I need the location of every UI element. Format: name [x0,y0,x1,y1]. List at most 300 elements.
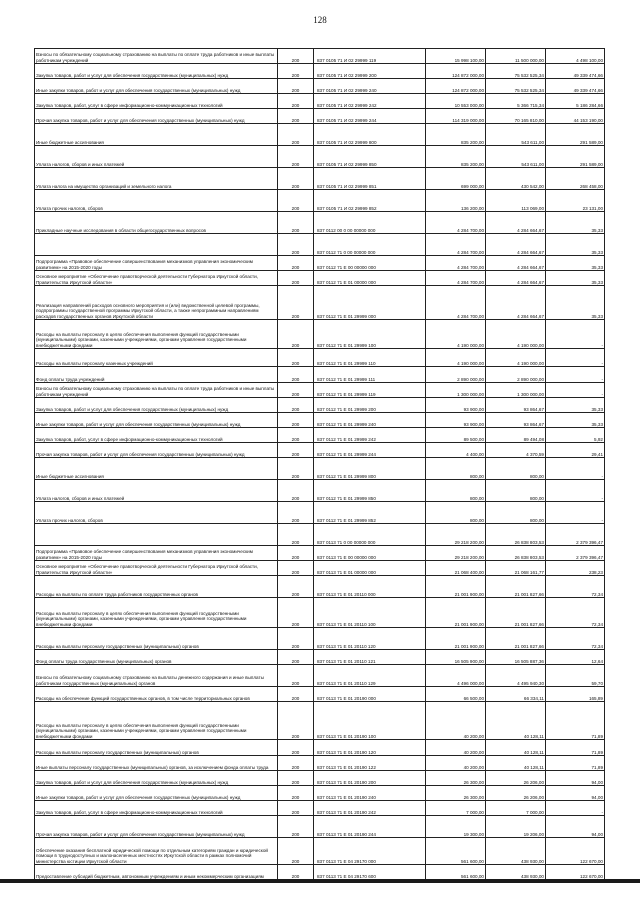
table-row [35,865,605,880]
row-plan-cell: 800,00 [426,480,486,502]
table-row [35,168,605,190]
row-plan-cell: 1 300 000,00 [426,383,486,398]
table-row [35,665,605,687]
table-row [35,256,605,271]
table-row [35,79,605,94]
row-kbk-cell: 837 0113 71 Е 01 20190 240 [314,786,426,801]
row-rest-cell: 72,34 [546,576,605,598]
table-row [35,94,605,109]
row-exec-cell: 4 284 664,67 [486,286,546,320]
row-code-cell: 200 [278,286,314,320]
row-name-cell: Расходы на выплаты персоналу в целях обеспечения выполнения функций государственными (муниципальными) органами, казенными учреждениями, органами управления государственными внебюджетными фондами [35,598,278,628]
row-name-cell: Иные выплаты персоналу государственных (муниципальных) органов, за исключением фонда оплаты труда [35,756,278,771]
row-kbk-cell: 837 0105 71 И 02 29999 851 [314,168,426,190]
row-exec-cell: 40 128,11 [486,756,546,771]
row-rest-cell: - [546,320,605,349]
row-kbk-cell: 837 0112 71 Е 01 29999 850 [314,480,426,502]
row-name-cell: Расходы на выплаты персоналу в целях обеспечения выполнения функций государственными (муниципальными) органами, казенными учреждениями, органами управления государственными внебюджетными фондами [35,320,278,349]
row-exec-cell: 16 505 887,36 [486,650,546,665]
row-code-cell: 200 [278,838,314,865]
row-plan-cell: 4 284 700,00 [426,271,486,286]
table-row [35,212,605,234]
row-exec-cell: 70 165 810,00 [486,109,546,124]
row-name-cell: Расходы на выплаты персоналу государственных (муниципальных) органов [35,740,278,756]
row-exec-cell: 543 611,00 [486,146,546,168]
row-kbk-cell: 837 0112 71 Е 01 29999 100 [314,320,426,349]
row-plan-cell: 16 505 900,00 [426,650,486,665]
table-body [35,49,605,880]
table-row [35,286,605,320]
row-code-cell: 200 [278,702,314,740]
row-rest-cell: - [546,349,605,367]
row-kbk-cell: 837 0113 71 Е 01 20190 122 [314,756,426,771]
table-row [35,480,605,502]
row-exec-cell: 93 864,67 [486,398,546,413]
row-exec-cell: 800,00 [486,458,546,480]
row-kbk-cell: 837 0105 71 И 02 29999 852 [314,190,426,212]
row-plan-cell: 561 600,00 [426,865,486,880]
table-row [35,756,605,771]
row-name-cell: Фонд оплаты труда государственных (муниципальных) органов [35,650,278,665]
row-kbk-cell: 837 0112 71 Е 01 29999 242 [314,428,426,443]
row-exec-cell: 543 611,00 [486,124,546,146]
row-kbk-cell: 837 0112 71 Е 01 29999 119 [314,383,426,398]
row-code-cell: 200 [278,234,314,256]
row-exec-cell: 26 206,00 [486,771,546,786]
row-name-cell: Расходы на обеспечение функций государственных органов, в том числе территориальных органов [35,687,278,702]
row-exec-cell: 4 284 664,67 [486,256,546,271]
row-code-cell: 200 [278,443,314,458]
row-code-cell: 200 [278,320,314,349]
row-plan-cell: 114 319 000,00 [426,109,486,124]
row-code-cell: 200 [278,124,314,146]
row-name-cell: Закупка товаров, работ, услуг в сфере информационно-коммуникационных технологий [35,94,278,109]
row-code-cell: 200 [278,256,314,271]
row-name-cell: Обеспечение оказания бесплатной юридической помощи по отдельным категориям граждан и юридической помощи в труднодоступных и малонаселенных местностях Иркутской области в рамках полномочий министерства юстиции Иркутской области [35,838,278,865]
row-name-cell: Расходы на выплаты персоналу государственных (муниципальных) органов [35,628,278,650]
table-row [35,398,605,413]
row-name-cell: Взносы по обязательному социальному страхованию на выплаты по оплате труда работников и иные выплаты работникам учреждений [35,383,278,398]
table-row [35,628,605,650]
row-rest-cell: 44 153 190,00 [546,109,605,124]
row-kbk-cell: 837 0112 71 Е 01 29999 244 [314,443,426,458]
row-kbk-cell: 837 0105 71 И 02 29999 200 [314,64,426,79]
table-row [35,524,605,546]
table-row [35,458,605,480]
row-exec-cell: 11 500 000,00 [486,49,546,64]
row-kbk-cell: 837 0112 71 Е 01 29999 000 [314,286,426,320]
row-exec-cell: 75 532 525,34 [486,64,546,79]
row-code-cell: 200 [278,546,314,561]
table-row [35,771,605,786]
table-row [35,443,605,458]
row-kbk-cell: 837 0112 71 Е 01 29999 200 [314,398,426,413]
row-kbk-cell: 837 0112 71 Е 01 29999 800 [314,458,426,480]
table-row [35,190,605,212]
row-name-cell: Взносы по обязательному социальному страхованию на выплаты денежного содержания и иные выплаты работникам государственных (муниципальных) органов [35,665,278,687]
row-code-cell: 200 [278,79,314,94]
table-row [35,367,605,383]
row-exec-cell: 26 838 803,53 [486,524,546,546]
row-plan-cell: 124 872 000,00 [426,64,486,79]
row-plan-cell: 26 300,00 [426,786,486,801]
row-rest-cell: 12,64 [546,650,605,665]
row-code-cell: 200 [278,598,314,628]
row-rest-cell: 4 498 100,00 [546,49,605,64]
row-rest-cell: 2 379 396,47 [546,524,605,546]
row-code-cell: 200 [278,816,314,838]
row-code-cell: 200 [278,428,314,443]
row-exec-cell: 4 284 664,67 [486,271,546,286]
row-plan-cell: 4 400,00 [426,443,486,458]
row-rest-cell: 23 131,00 [546,190,605,212]
row-kbk-cell: 837 0112 71 Е 01 29999 111 [314,367,426,383]
table-row [35,320,605,349]
row-name-cell: Закупка товаров, работ и услуг для обеспечения государственных (муниципальных) нужд [35,771,278,786]
row-rest-cell: - [546,367,605,383]
row-kbk-cell: 837 0113 71 Е 01 20190 242 [314,801,426,816]
table-row [35,383,605,398]
row-name-cell: Иные закупки товаров, работ и услуг для обеспечения государственных (муниципальных) нужд [35,79,278,94]
row-rest-cell: 29,41 [546,443,605,458]
row-name-cell: Иные бюджетные ассигнования [35,124,278,146]
row-rest-cell: 122 670,00 [546,865,605,880]
row-exec-cell: 113 069,00 [486,190,546,212]
row-rest-cell: 2 379 396,47 [546,546,605,561]
row-exec-cell: 4 495 940,30 [486,665,546,687]
row-kbk-cell: 837 0113 71 Е 01 20110 129 [314,665,426,687]
row-code-cell: 200 [278,271,314,286]
row-rest-cell: 49 339 474,66 [546,79,605,94]
row-name-cell: Основное мероприятие «Обеспечение правотворческой деятельности Губернатора Иркутской области, Правительства Иркутской области» [35,561,278,576]
row-exec-cell: 21 001 827,66 [486,576,546,598]
row-plan-cell: 4 284 700,00 [426,286,486,320]
row-kbk-cell: 837 0113 71 Е 01 20190 200 [314,771,426,786]
row-plan-cell: 89 500,00 [426,428,486,443]
row-rest-cell: - [546,801,605,816]
row-code-cell: 200 [278,212,314,234]
row-kbk-cell: 837 0112 71 Е 01 00000 000 [314,271,426,286]
row-kbk-cell: 837 0105 71 И 02 29999 800 [314,124,426,146]
table-row [35,801,605,816]
row-kbk-cell: 837 0113 71 Е 01 20110 100 [314,598,426,628]
table-row [35,271,605,286]
row-plan-cell: 124 872 000,00 [426,79,486,94]
row-kbk-cell: 837 0112 71 Е 01 29999 852 [314,502,426,524]
row-exec-cell: 66 334,11 [486,687,546,702]
row-plan-cell: 21 068 400,00 [426,561,486,576]
table-row [35,64,605,79]
row-plan-cell: 4 284 700,00 [426,256,486,271]
row-rest-cell: 5,92 [546,428,605,443]
row-name-cell: Расходы на выплаты персоналу казенных учреждений [35,349,278,367]
row-code-cell: 200 [278,665,314,687]
row-kbk-cell: 837 0113 71 Е 00 00000 000 [314,546,426,561]
row-plan-cell: 4 190 000,00 [426,349,486,367]
row-plan-cell: 800,00 [426,502,486,524]
row-code-cell: 200 [278,561,314,576]
row-name-cell: Закупка товаров, работ, услуг в сфере информационно-коммуникационных технологий [35,428,278,443]
row-exec-cell: 89 494,08 [486,428,546,443]
table-row [35,349,605,367]
row-exec-cell: 4 190 000,00 [486,320,546,349]
row-name-cell: Уплата налогов, сборов и иных платежей [35,480,278,502]
row-rest-cell: 49 339 474,66 [546,64,605,79]
row-plan-cell: 561 600,00 [426,838,486,865]
row-exec-cell: 4 190 000,00 [486,349,546,367]
row-plan-cell: 4 284 700,00 [426,234,486,256]
row-plan-cell: 800,00 [426,458,486,480]
row-kbk-cell: 837 0105 71 И 02 29999 240 [314,79,426,94]
row-kbk-cell: 837 0113 71 Е 01 20190 000 [314,687,426,702]
row-code-cell: 200 [278,168,314,190]
row-kbk-cell: 837 0113 71 Е 01 20110 121 [314,650,426,665]
row-exec-cell: 26 206,00 [486,786,546,801]
row-plan-cell: 21 001 900,00 [426,576,486,598]
row-code-cell: 200 [278,502,314,524]
table-row [35,146,605,168]
row-name-cell: Уплата налогов, сборов и иных платежей [35,146,278,168]
row-rest-cell: 35,33 [546,271,605,286]
row-plan-cell: 4 496 000,00 [426,665,486,687]
row-code-cell: 200 [278,480,314,502]
row-code-cell: 200 [278,576,314,598]
row-rest-cell: 71,89 [546,756,605,771]
row-code-cell: 200 [278,413,314,428]
row-rest-cell: 5 186 284,66 [546,94,605,109]
row-rest-cell: 268 458,00 [546,168,605,190]
row-code-cell: 200 [278,628,314,650]
row-exec-cell: 7 000,00 [486,801,546,816]
table-row [35,124,605,146]
row-name-cell: Расходы на выплаты по оплате труда работников государственных органов [35,576,278,598]
row-code-cell: 200 [278,801,314,816]
row-rest-cell: 35,33 [546,413,605,428]
row-kbk-cell: 837 0105 71 И 02 29999 242 [314,94,426,109]
row-exec-cell: 4 284 664,67 [486,234,546,256]
row-rest-cell: - [546,458,605,480]
row-name-cell: Закупка товаров, работ и услуг для обеспечения государственных (муниципальных) нужд [35,398,278,413]
row-plan-cell: 835 200,00 [426,146,486,168]
row-exec-cell: 4 284 664,67 [486,212,546,234]
row-kbk-cell: 837 0112 71 Е 00 00000 000 [314,256,426,271]
row-code-cell: 200 [278,865,314,880]
row-kbk-cell: 837 0113 71 Е 01 20190 244 [314,816,426,838]
row-rest-cell: 72,34 [546,598,605,628]
row-plan-cell: 29 218 200,00 [426,524,486,546]
row-plan-cell: 835 200,00 [426,124,486,146]
row-code-cell: 200 [278,146,314,168]
row-kbk-cell: 837 0105 71 И 02 29999 119 [314,49,426,64]
row-kbk-cell: 837 0113 71 Е 01 20110 000 [314,576,426,598]
table-row [35,702,605,740]
row-name-cell: Взносы по обязательному социальному страхованию на выплаты по оплате труда работников и иные выплаты работникам учреждений [35,49,278,64]
row-kbk-cell: 837 0113 71 Е 01 20190 100 [314,702,426,740]
row-code-cell: 200 [278,64,314,79]
row-plan-cell: 40 200,00 [426,756,486,771]
table-row [35,413,605,428]
row-plan-cell: 40 200,00 [426,702,486,740]
row-kbk-cell: 837 0113 71 Е 01 20110 120 [314,628,426,650]
row-kbk-cell: 837 0112 00 0 00 00000 000 [314,212,426,234]
row-rest-cell: 71,89 [546,702,605,740]
row-code-cell: 200 [278,190,314,212]
table-row [35,740,605,756]
row-plan-cell: 21 001 900,00 [426,598,486,628]
row-plan-cell: 93 900,00 [426,398,486,413]
row-rest-cell: - [546,480,605,502]
table-row [35,598,605,628]
row-kbk-cell: 837 0113 71 Е 04 29170 000 [314,838,426,865]
row-code-cell: 200 [278,687,314,702]
row-rest-cell: 35,33 [546,256,605,271]
row-code-cell: 200 [278,383,314,398]
row-plan-cell: 7 000,00 [426,801,486,816]
row-rest-cell: 35,33 [546,234,605,256]
row-code-cell: 200 [278,349,314,367]
row-code-cell: 200 [278,650,314,665]
row-plan-cell: 699 000,00 [426,168,486,190]
row-name-cell [35,524,278,546]
row-rest-cell: 291 589,00 [546,124,605,146]
table-row [35,576,605,598]
row-code-cell: 200 [278,740,314,756]
row-rest-cell: - [546,502,605,524]
row-rest-cell: 122 670,00 [546,838,605,865]
row-exec-cell: 26 838 803,53 [486,546,546,561]
row-exec-cell: 75 532 525,34 [486,79,546,94]
table-row [35,561,605,576]
row-kbk-cell: 837 0105 71 И 02 29999 850 [314,146,426,168]
row-code-cell: 200 [278,398,314,413]
table-row [35,816,605,838]
row-exec-cell: 438 930,00 [486,865,546,880]
row-name-cell: Прикладные научные исследования в области общегосударственных вопросов [35,212,278,234]
table-row [35,502,605,524]
row-rest-cell: 35,33 [546,286,605,320]
table-row [35,49,605,64]
row-exec-cell: 800,00 [486,502,546,524]
row-plan-cell: 93 900,00 [426,413,486,428]
row-name-cell: Иные закупки товаров, работ и услуг для обеспечения государственных (муниципальных) нужд [35,786,278,801]
row-kbk-cell: 837 0113 71 Е 04 29170 600 [314,865,426,880]
row-rest-cell: 94,00 [546,786,605,801]
row-exec-cell: 21 001 827,66 [486,598,546,628]
row-code-cell: 200 [278,109,314,124]
row-exec-cell: 430 542,00 [486,168,546,190]
row-plan-cell: 40 200,00 [426,740,486,756]
row-name-cell: Прочая закупка товаров, работ и услуг для обеспечения государственных (муниципальных) нужд [35,816,278,838]
row-rest-cell: 35,33 [546,398,605,413]
row-rest-cell: - [546,383,605,398]
row-kbk-cell: 837 0112 71 Е 01 29999 240 [314,413,426,428]
page-bottom-border [0,879,640,883]
row-code-cell: 200 [278,49,314,64]
row-kbk-cell: 837 0105 71 И 02 29999 244 [314,109,426,124]
row-kbk-cell: 837 0113 71 0 00 00000 000 [314,524,426,546]
table-row [35,687,605,702]
row-name-cell: Иные закупки товаров, работ и услуг для обеспечения государственных (муниципальных) нужд [35,413,278,428]
row-name-cell: Уплата налога на имущество организаций и земельного налога [35,168,278,190]
row-plan-cell: 19 300,00 [426,816,486,838]
row-plan-cell: 15 998 100,00 [426,49,486,64]
row-exec-cell: 438 930,00 [486,838,546,865]
row-name-cell: Закупка товаров, работ и услуг для обеспечения государственных (муниципальных) нужд [35,64,278,79]
row-rest-cell: 59,70 [546,665,605,687]
budget-execution-table [34,48,605,880]
row-name-cell: Закупка товаров, работ, услуг в сфере информационно-коммуникационных технологий [35,801,278,816]
row-exec-cell: 40 128,11 [486,740,546,756]
row-plan-cell: 66 500,00 [426,687,486,702]
row-kbk-cell: 837 0113 71 Е 01 20190 120 [314,740,426,756]
row-plan-cell: 21 001 900,00 [426,628,486,650]
row-rest-cell: 94,00 [546,771,605,786]
row-kbk-cell: 837 0112 71 0 00 00000 000 [314,234,426,256]
row-name-cell: Подпрограмма «Правовое обеспечение совершенствования механизмов управления экономическим развитием» на 2015-2020 годы [35,546,278,561]
row-exec-cell: 2 890 000,00 [486,367,546,383]
row-name-cell: Уплата прочих налогов, сборов [35,190,278,212]
row-code-cell: 200 [278,94,314,109]
row-kbk-cell: 837 0113 71 Е 01 00000 000 [314,561,426,576]
row-rest-cell: 165,89 [546,687,605,702]
row-exec-cell: 4 370,59 [486,443,546,458]
row-exec-cell: 19 206,00 [486,816,546,838]
table-row [35,546,605,561]
row-plan-cell: 26 300,00 [426,771,486,786]
row-rest-cell: 291 589,00 [546,146,605,168]
row-code-cell: 200 [278,756,314,771]
row-plan-cell: 136 200,00 [426,190,486,212]
row-code-cell: 200 [278,771,314,786]
row-exec-cell: 800,00 [486,480,546,502]
row-code-cell: 200 [278,786,314,801]
row-name-cell: Предоставление субсидий бюджетным, автономным учреждениям и иным некоммерческим организациям [35,865,278,880]
row-exec-cell: 5 366 715,34 [486,94,546,109]
table-row [35,838,605,865]
row-name-cell: Иные бюджетные ассигнования [35,458,278,480]
page-number: 128 [313,15,327,25]
table-row [35,428,605,443]
row-code-cell: 200 [278,367,314,383]
row-rest-cell: 94,00 [546,816,605,838]
table-row [35,650,605,665]
row-exec-cell: 40 128,11 [486,702,546,740]
table-row [35,786,605,801]
row-name-cell: Прочая закупка товаров, работ и услуг для обеспечения государственных (муниципальных) нужд [35,109,278,124]
row-exec-cell: 93 864,67 [486,413,546,428]
row-plan-cell: 10 553 000,00 [426,94,486,109]
row-name-cell: Подпрограмма «Правовое обеспечение совершенствования механизмов управления экономическим развитием» на 2015-2020 годы [35,256,278,271]
row-plan-cell: 4 190 000,00 [426,320,486,349]
table-row [35,234,605,256]
row-kbk-cell: 837 0112 71 Е 01 29999 110 [314,349,426,367]
row-exec-cell: 21 068 161,77 [486,561,546,576]
row-code-cell: 200 [278,524,314,546]
row-exec-cell: 1 300 000,00 [486,383,546,398]
row-rest-cell: 238,23 [546,561,605,576]
table-row [35,109,605,124]
row-name-cell [35,234,278,256]
row-name-cell: Основное мероприятие «Обеспечение правотворческой деятельности Губернатора Иркутской области, Правительства Иркутской области» [35,271,278,286]
row-code-cell: 200 [278,458,314,480]
row-name-cell: Реализация направлений расходов основного мероприятия и (или) ведомственной целевой программы, подпрограммы государственной программы Иркутской области, а также непрограммным направлениям расходов государственных органов Иркутской области [35,286,278,320]
row-name-cell: Фонд оплаты труда учреждений [35,367,278,383]
row-name-cell: Прочая закупка товаров, работ и услуг для обеспечения государственных (муниципальных) нужд [35,443,278,458]
row-plan-cell: 2 890 000,00 [426,367,486,383]
row-rest-cell: 71,89 [546,740,605,756]
row-exec-cell: 21 001 827,66 [486,628,546,650]
row-plan-cell: 29 218 200,00 [426,546,486,561]
